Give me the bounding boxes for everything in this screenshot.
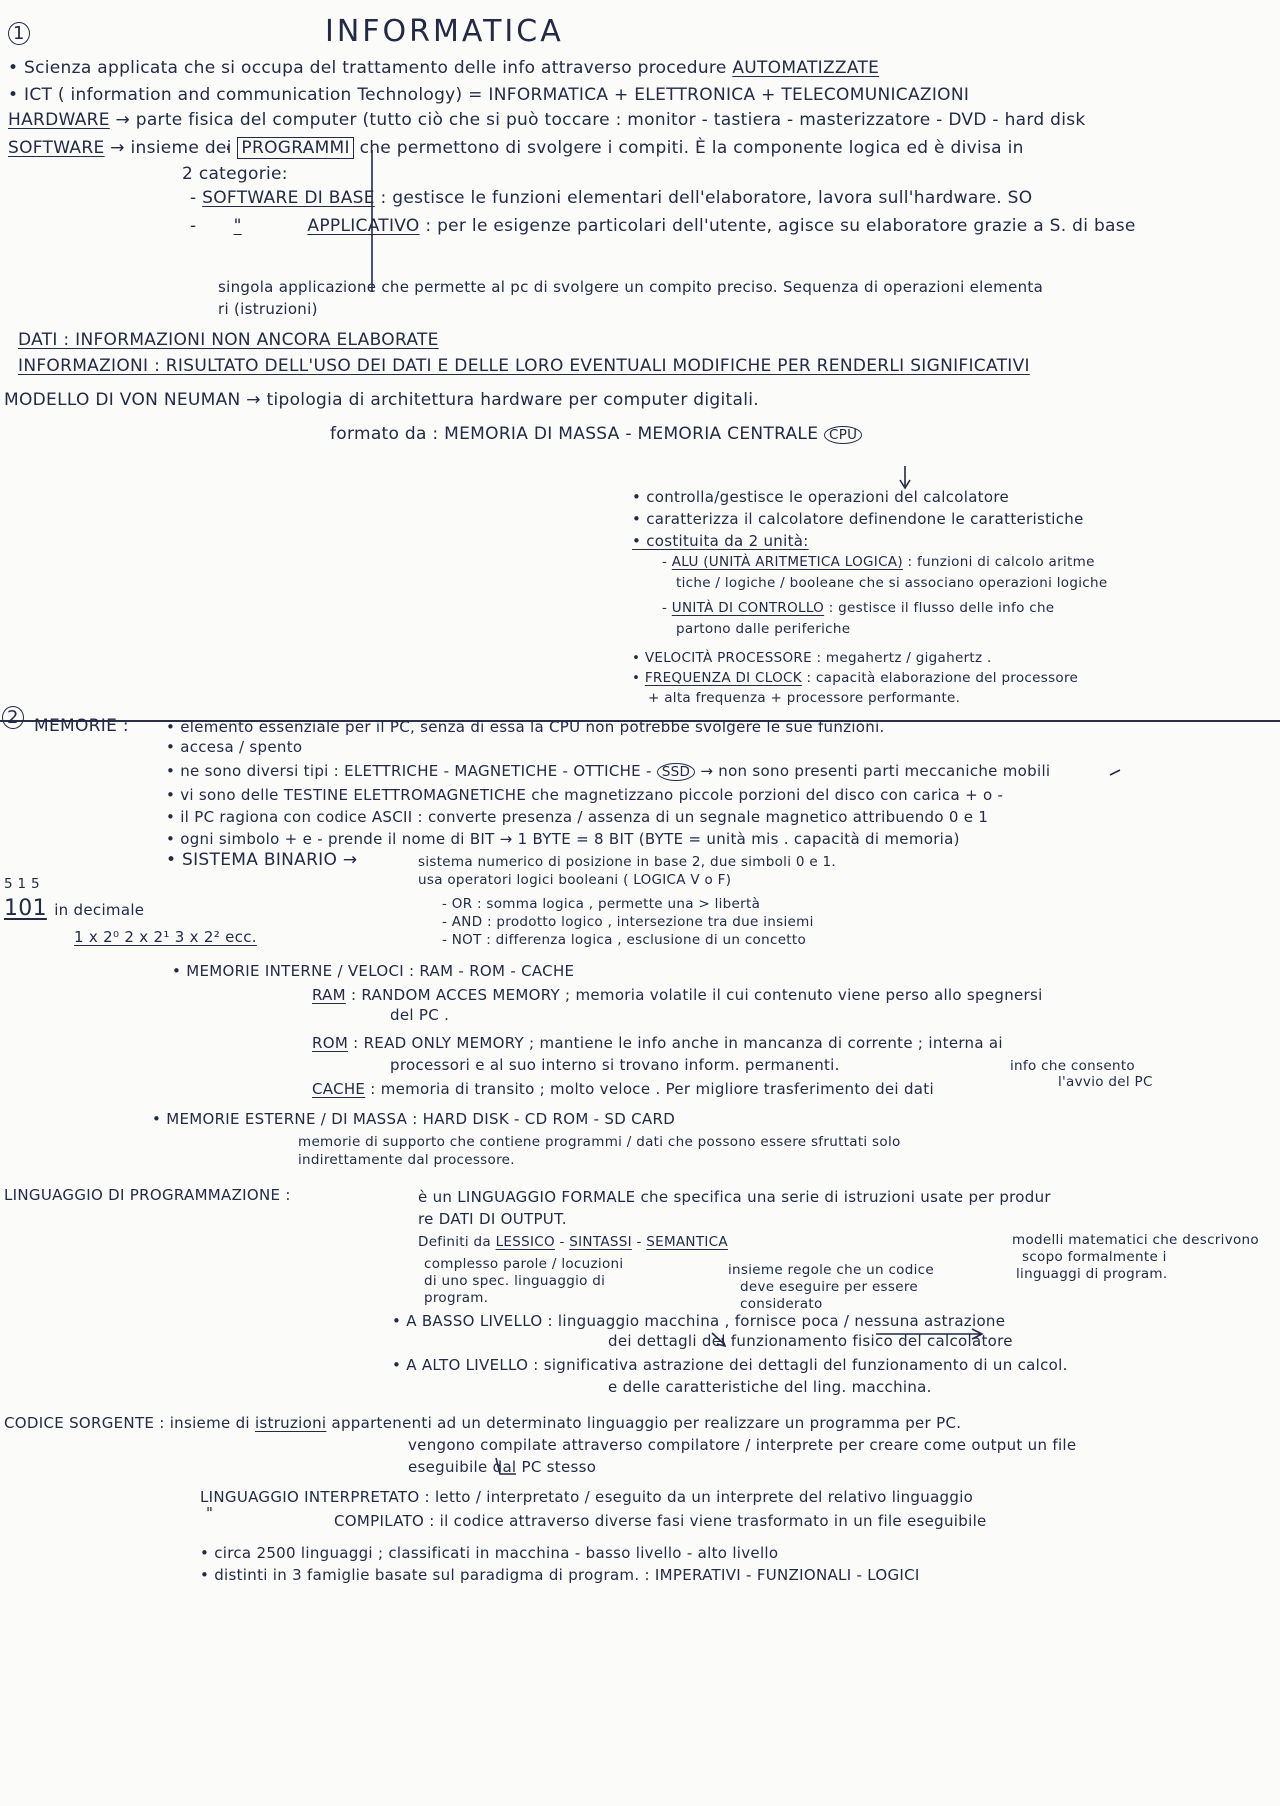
source-code-line bbox=[4, 1414, 961, 1432]
modelli-3: linguaggi di program. bbox=[1016, 1266, 1168, 1282]
alu-line: - ALU (UNITÀ ARITMETICA LOGICA) : funzioni di calcolo aritme bbox=[662, 554, 1095, 570]
uc-label: UNITÀ DI CONTROLLO bbox=[671, 600, 825, 616]
high-level-lang-2: e delle caratteristiche del ling. macchina. bbox=[608, 1378, 932, 1396]
semantica-label: SEMANTICA bbox=[646, 1234, 728, 1250]
software-text-b: che permettono di svolgere i compiti. È la componente logica ed è divisa in bbox=[359, 138, 1024, 158]
von-neuman-text: → tipologia di architettura hardware per computer digitali. bbox=[246, 390, 759, 410]
binary-system-def: sistema numerico di posizione in base 2, due simboli 0 e 1. bbox=[418, 854, 837, 870]
cpu-bullet-1: • controlla/gestisce le operazioni del calcolatore bbox=[632, 488, 1010, 506]
modelli-1: modelli matematici che descrivono bbox=[1012, 1232, 1259, 1248]
ram-text: : RANDOM ACCES MEMORY ; memoria volatile il cui contenuto viene perso allo spegnersi bbox=[351, 986, 1043, 1004]
memorie-bullet-4: • vi sono delle TESTINE ELETTROMAGNETICHE che magnetizzano piccole porzioni del disco con carica + o - bbox=[166, 786, 1004, 804]
modelli-2: scopo formalmente i bbox=[1022, 1249, 1167, 1265]
op-and: - AND : prodotto logico , intersezione tra due insiemi bbox=[442, 914, 814, 930]
definition-text: • Scienza applicata che si occupa del trattamento delle info attraverso procedure bbox=[8, 58, 727, 78]
binary-number bbox=[4, 896, 144, 921]
von-neuman-components bbox=[330, 424, 862, 444]
rom-note-2: l'avvio del PC bbox=[1058, 1074, 1153, 1090]
clock-line: • FREQUENZA DI CLOCK : capacità elaborazione del processore bbox=[632, 670, 1079, 686]
binary-digits: 101 bbox=[4, 896, 47, 921]
section-number-1: 1 bbox=[8, 22, 30, 45]
ram-label: RAM bbox=[312, 986, 346, 1004]
section-number-2: 2 bbox=[2, 706, 24, 729]
alu-line-2: tiche / logiche / booleane che si associano operazioni logiche bbox=[676, 575, 1108, 591]
lang-text: è un LINGUAGGIO FORMALE che specifica una serie di istruzioni usate per produr bbox=[418, 1188, 1051, 1206]
exponent-marks: 5 1 5 bbox=[4, 876, 40, 892]
binary-caption: in decimale bbox=[54, 901, 145, 919]
ssd-note: → non sono presenti parti meccaniche mobili bbox=[700, 762, 1051, 780]
memorie-bullet-1: • elemento essenziale per il PC, senza di essa la CPU non potrebbe svolgere le sue funzioni. bbox=[166, 718, 885, 736]
software-base-label: SOFTWARE DI BASE bbox=[202, 188, 375, 208]
binary-system-ops: usa operatori logici booleani ( LOGICA V o F) bbox=[418, 872, 732, 888]
lessico-label: LESSICO bbox=[495, 1234, 555, 1250]
source-code-label: CODICE SORGENTE : bbox=[4, 1414, 165, 1432]
cache-line bbox=[312, 1080, 934, 1098]
programmi-box: PROGRAMMI bbox=[237, 137, 353, 159]
clock-text: : capacità elaborazione del processore bbox=[806, 670, 1079, 686]
lang-label: LINGUAGGIO DI PROGRAMMAZIONE : bbox=[4, 1186, 291, 1204]
processor-speed: • VELOCITÀ PROCESSORE : megahertz / gigahertz . bbox=[632, 650, 992, 666]
hardware-text: → parte fisica del computer (tutto ciò che si può toccare : monitor - tastiera - masterizzatore - DVD - hard disk bbox=[115, 110, 1086, 130]
low-level-lang: • A BASSO LIVELLO : linguaggio macchina , fornisce poca / nessuna astrazione bbox=[392, 1312, 1006, 1330]
op-not: - NOT : differenza logica , esclusione di un concetto bbox=[442, 932, 807, 948]
internal-memories: • MEMORIE INTERNE / VELOCI : RAM - ROM - CACHE bbox=[172, 962, 575, 980]
clock-line-2: + alta frequenza + processore performante. bbox=[648, 690, 961, 706]
hardware-line bbox=[8, 110, 1086, 130]
external-text-2: indirettamente dal processore. bbox=[298, 1152, 515, 1168]
sintassi-def-2: deve eseguire per essere bbox=[740, 1279, 918, 1295]
interpreted-lang: LINGUAGGIO INTERPRETATO : letto / interpretato / eseguito da un interprete del relativo linguaggio bbox=[200, 1488, 974, 1506]
software-categories: 2 categorie: bbox=[182, 164, 288, 184]
source-code-text-a: insieme di bbox=[169, 1414, 250, 1432]
program-definition-b: ri (istruzioni) bbox=[218, 300, 318, 318]
ict-line: • ICT ( information and communication Technology) = INFORMATICA + ELETTRONICA + TELECOMUNICAZIONI bbox=[8, 85, 970, 105]
lang-text-2: re DATI DI OUTPUT. bbox=[418, 1210, 567, 1228]
automatizzate-word: AUTOMATIZZATE bbox=[732, 58, 880, 78]
software-app-label: APPLICATIVO bbox=[307, 216, 420, 236]
external-text: memorie di supporto che contiene programmi / dati che possono essere sfruttati solo bbox=[298, 1134, 901, 1150]
cpu-bullet-2: • caratterizza il calcolatore definendone le caratteristiche bbox=[632, 510, 1084, 528]
lessico-def-1: complesso parole / locuzioni bbox=[424, 1256, 624, 1272]
memory-types: • ne sono diversi tipi : ELETTRICHE - MAGNETICHE - OTTICHE - bbox=[166, 762, 652, 780]
memorie-bullet-2: • accesa / spento bbox=[166, 738, 303, 756]
software-label: SOFTWARE bbox=[8, 138, 105, 158]
sintassi-def-1: insieme regole che un codice bbox=[728, 1262, 934, 1278]
informazioni-definition: INFORMAZIONI : RISULTATO DELL'USO DEI DATI E DELLE LORO EVENTUALI MODIFICHE PER RENDERLI SIGNIFICATIVI bbox=[18, 356, 1030, 376]
dati-definition: DATI : INFORMAZIONI NON ANCORA ELABORATE bbox=[18, 330, 439, 350]
ram-line bbox=[312, 986, 1043, 1004]
external-memories: • MEMORIE ESTERNE / DI MASSA : HARD DISK - CD ROM - SD CARD bbox=[152, 1110, 676, 1128]
uc-line: - UNITÀ DI CONTROLLO : gestisce il flusso delle info che bbox=[662, 600, 1055, 616]
alu-label: ALU (UNITÀ ARITMETICA LOGICA) bbox=[671, 554, 903, 570]
cache-label: CACHE bbox=[312, 1080, 366, 1098]
uc-text: : gestisce il flusso delle info che bbox=[828, 600, 1055, 616]
cpu-circle: CPU bbox=[824, 426, 862, 444]
von-neuman-formato: formato da : MEMORIA DI MASSA - MEMORIA CENTRALE bbox=[330, 424, 819, 444]
uc-line-2: partono dalle periferiche bbox=[676, 621, 851, 637]
compiled-lang: COMPILATO : il codice attraverso diverse fasi viene trasformato in un file eseguibile bbox=[334, 1512, 987, 1530]
page-title: INFORMATICA bbox=[325, 14, 564, 49]
software-line bbox=[8, 138, 1024, 158]
low-level-lang-2: dei dettagli del funzionamento fisico del calcolatore bbox=[608, 1332, 1013, 1350]
software-text-a: → insieme dei bbox=[110, 138, 232, 158]
source-code-line-2: vengono compilate attraverso compilatore / interprete per creare come output un file bbox=[408, 1436, 1077, 1454]
program-definition-a: singola applicazione che permette al pc di svolgere un compito preciso. Sequenza di operazioni elementa bbox=[218, 278, 1044, 296]
rom-line bbox=[312, 1034, 1003, 1052]
binary-system-label: • SISTEMA BINARIO → bbox=[166, 850, 358, 870]
source-code-text-b: appartenenti ad un determinato linguaggio per realizzare un programma per PC. bbox=[331, 1414, 962, 1432]
source-code-line-3: eseguibile dal PC stesso bbox=[408, 1458, 597, 1476]
rom-label: ROM bbox=[312, 1034, 349, 1052]
sintassi-def-3: considerato bbox=[740, 1296, 823, 1312]
software-app-line: - " APPLICATIVO : per le esigenze particolari dell'utente, agisce su elaboratore grazie a S. di base bbox=[190, 216, 1136, 236]
software-base-text: : gestisce le funzioni elementari dell'elaboratore, lavora sull'hardware. SO bbox=[380, 188, 1033, 208]
von-neuman-line bbox=[4, 390, 759, 410]
languages-count: • circa 2500 linguaggi ; classificati in macchina - basso livello - alto livello bbox=[200, 1544, 779, 1562]
ssd-circle: SSD bbox=[657, 763, 695, 781]
high-level-lang: • A ALTO LIVELLO : significativa astrazione dei dettagli del funzionamento di un calcol. bbox=[392, 1356, 1068, 1374]
hardware-label: HARDWARE bbox=[8, 110, 110, 130]
ram-line-2: del PC . bbox=[390, 1006, 450, 1024]
cache-text: : memoria di transito ; molto veloce . Per migliore trasferimento dei dati bbox=[370, 1080, 934, 1098]
ditto-mark: " bbox=[206, 1504, 214, 1522]
rom-note-1: info che consento bbox=[1010, 1058, 1135, 1074]
lessico-def-2: di uno spec. linguaggio di bbox=[424, 1273, 606, 1289]
memorie-bullet-3 bbox=[166, 762, 1050, 780]
istruzioni-word: istruzioni bbox=[254, 1414, 327, 1432]
memorie-label: MEMORIE : bbox=[34, 716, 129, 736]
definition-line bbox=[8, 58, 879, 78]
op-or: - OR : somma logica , permette una > libertà bbox=[442, 896, 761, 912]
language-families: • distinti in 3 famiglie basate sul paradigma di program. : IMPERATIVI - FUNZIONALI - LOGICI bbox=[200, 1566, 920, 1584]
software-base-line: - SOFTWARE DI BASE : gestisce le funzioni elementari dell'elaboratore, lavora sull'hardware. SO bbox=[190, 188, 1033, 208]
rom-line-2: processori e al suo interno si trovano inform. permanenti. bbox=[390, 1056, 840, 1074]
software-app-text: : per le esigenze particolari dell'utente, agisce su elaboratore grazie a S. di base bbox=[425, 216, 1136, 236]
sintassi-label: SINTASSI bbox=[569, 1234, 632, 1250]
lang-defined-by: Definiti da LESSICO - SINTASSI - SEMANTICA bbox=[418, 1234, 728, 1250]
software-app-ditto: " bbox=[233, 216, 242, 236]
memorie-bullet-5: • il PC ragiona con codice ASCII : converte presenza / assenza di un segnale magnetico attribuendo 0 e 1 bbox=[166, 808, 989, 826]
rom-text: : READ ONLY MEMORY ; mantiene le info anche in mancanza di corrente ; interna ai bbox=[353, 1034, 1003, 1052]
von-neuman-label: MODELLO DI VON NEUMAN bbox=[4, 390, 241, 410]
binary-calculation: 1 x 2⁰ 2 x 2¹ 3 x 2² ecc. bbox=[74, 928, 257, 946]
memorie-bullet-6: • ogni simbolo + e - prende il nome di BIT → 1 BYTE = 8 BIT (BYTE = unità mis . capacità di memoria) bbox=[166, 830, 960, 848]
lessico-def-3: program. bbox=[424, 1290, 489, 1306]
alu-text: : funzioni di calcolo aritme bbox=[907, 554, 1095, 570]
clock-label: FREQUENZA DI CLOCK bbox=[644, 670, 802, 686]
cpu-bullet-3: • costituita da 2 unità: bbox=[632, 532, 809, 550]
lang-defined-label: Definiti da bbox=[418, 1234, 491, 1250]
